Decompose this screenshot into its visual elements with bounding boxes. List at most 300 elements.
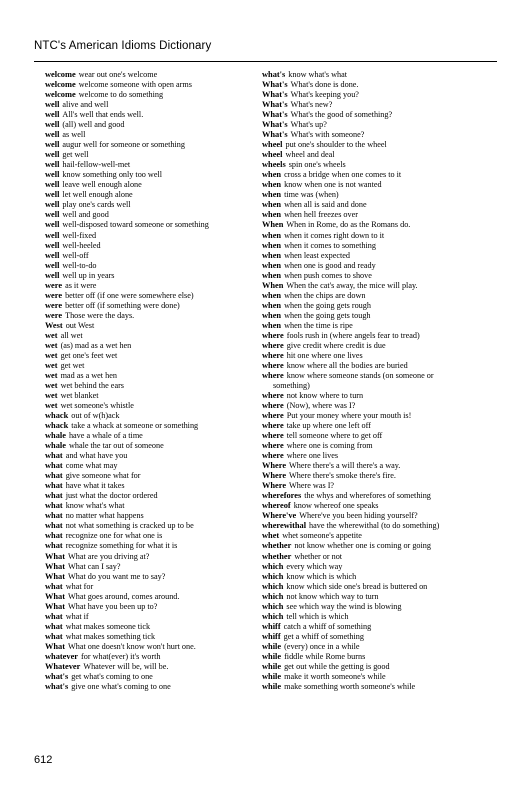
index-entry: [262, 241, 494, 251]
entry-idiom: know whereof one speaks: [293, 501, 379, 511]
index-entry: [262, 120, 494, 130]
entry-idiom: the whys and wherefores of something: [304, 491, 431, 501]
entry-idiom: When the cat's away, the mice will play.: [286, 280, 418, 290]
entry-idiom: (every) once in a while: [284, 641, 360, 651]
entry-keyword: whale: [45, 441, 66, 451]
index-entry: [262, 682, 494, 692]
entry-idiom: know what's what: [65, 501, 125, 511]
entry-keyword: what: [45, 481, 63, 491]
index-entry: [45, 311, 253, 321]
entry-keyword: wet: [45, 360, 58, 370]
entry-idiom: augur well for someone or something: [62, 140, 185, 150]
entry-idiom: when push comes to shove: [284, 270, 372, 280]
entry-keyword: well: [45, 180, 60, 190]
index-entry: [45, 572, 253, 582]
entry-idiom: take a whack at someone or something: [71, 421, 199, 431]
running-header: NTC's American Idioms Dictionary: [34, 40, 212, 52]
index-entry: [45, 180, 253, 190]
entry-keyword: what: [45, 501, 63, 511]
entry-keyword: Where've: [262, 511, 297, 521]
index-entry: [45, 261, 253, 271]
entry-keyword: when: [262, 260, 282, 270]
entry-idiom: what if: [65, 611, 89, 621]
entry-keyword: when: [262, 190, 282, 200]
entry-keyword: well: [45, 190, 60, 200]
entry-keyword: well: [45, 160, 60, 170]
index-entry: [262, 341, 494, 351]
entry-keyword: What's: [262, 130, 288, 140]
entry-idiom: not know which way to turn: [286, 591, 379, 601]
entry-keyword: What: [45, 641, 66, 651]
entry-keyword: whiff: [262, 631, 281, 641]
entry-idiom: well-heeled: [62, 240, 101, 250]
entry-keyword: where: [262, 370, 284, 380]
entry-idiom: no matter what happens: [65, 511, 144, 521]
entry-idiom: fiddle while Rome burns: [284, 651, 366, 661]
entry-keyword: What: [45, 601, 66, 611]
entry-keyword: well: [45, 250, 60, 260]
entry-idiom: something): [273, 380, 310, 390]
entry-idiom: have a whale of a time: [68, 431, 143, 441]
left-column: [45, 70, 253, 692]
entry-keyword: while: [262, 681, 282, 691]
entry-idiom: Those were the days.: [65, 310, 135, 320]
index-entry: [262, 461, 494, 471]
index-entry: [262, 231, 494, 241]
entry-keyword: whack: [45, 421, 69, 431]
entry-keyword: whack: [45, 411, 69, 421]
page-number: 612: [34, 754, 53, 766]
index-entry: [45, 431, 253, 441]
index-entry: [45, 120, 253, 130]
index-entry: [45, 682, 253, 692]
entry-idiom: leave well enough alone: [62, 180, 142, 190]
entry-keyword: well: [45, 150, 60, 160]
entry-idiom: What's up?: [290, 120, 327, 130]
index-entry: [262, 622, 494, 632]
index-entry: [45, 441, 253, 451]
index-entry: [262, 150, 494, 160]
index-entry: [45, 602, 253, 612]
entry-keyword: what: [45, 581, 63, 591]
entry-keyword: where: [262, 421, 284, 431]
right-column: [262, 70, 494, 692]
index-entry: [45, 281, 253, 291]
entry-idiom: whale the tar out of someone: [68, 441, 164, 451]
entry-idiom: make something worth someone's while: [284, 681, 416, 691]
index-entry: [262, 80, 494, 90]
index-entry: [262, 210, 494, 220]
entry-idiom: well-fixed: [62, 230, 97, 240]
entry-keyword: where: [262, 391, 284, 400]
entry-keyword: when: [262, 200, 282, 210]
entry-keyword: well: [45, 270, 60, 280]
index-entry: [262, 160, 494, 170]
index-entry: [45, 521, 253, 531]
entry-idiom: get out while the getting is good: [284, 661, 390, 671]
entry-keyword: wheels: [262, 160, 286, 170]
entry-idiom: put one's shoulder to the wheel: [285, 140, 387, 150]
entry-keyword: What: [45, 591, 66, 601]
index-entry: [45, 70, 253, 80]
entry-idiom: give credit where credit is due: [286, 340, 386, 350]
index-entry: [262, 331, 494, 341]
index-entry: [45, 251, 253, 261]
entry-idiom: fools rush in (where angels fear to tread): [286, 330, 420, 340]
index-entry: [262, 521, 494, 531]
entry-idiom: get wet: [60, 360, 85, 370]
index-entry: [262, 351, 494, 361]
entry-idiom: as well: [62, 130, 86, 140]
entry-idiom: have the wherewithal (to do something): [309, 521, 440, 531]
entry-idiom: Where've you been hiding yourself?: [299, 511, 418, 521]
entry-keyword: What's: [262, 110, 288, 120]
index-entry: [262, 431, 494, 441]
index-entry: [262, 562, 494, 572]
index-entry: [262, 391, 494, 401]
entry-keyword: wet: [45, 330, 58, 340]
entry-idiom: recognize one for what one is: [65, 531, 163, 541]
index-entry: [262, 411, 494, 421]
entry-idiom: What's keeping you?: [290, 90, 359, 100]
entry-keyword: when: [262, 320, 282, 330]
index-entry: [262, 381, 494, 391]
entry-keyword: well: [45, 110, 60, 120]
entry-keyword: what: [45, 471, 63, 481]
index-entry: [45, 381, 253, 391]
entry-idiom: all wet: [60, 330, 83, 340]
index-entry: [262, 491, 494, 501]
entry-idiom: All's well that ends well.: [62, 110, 144, 120]
entry-keyword: what: [45, 491, 63, 501]
index-entry: [45, 662, 253, 672]
entry-idiom: get one's feet wet: [60, 350, 118, 360]
entry-keyword: What: [45, 561, 66, 571]
entry-keyword: what: [45, 541, 63, 551]
entry-idiom: When in Rome, do as the Romans do.: [286, 220, 411, 230]
entry-idiom: cross a bridge when one comes to it: [284, 170, 402, 180]
entry-keyword: which: [262, 611, 284, 621]
entry-keyword: where: [262, 401, 284, 411]
index-entry: [45, 220, 253, 230]
entry-keyword: well: [45, 120, 60, 130]
entry-keyword: where: [262, 350, 284, 360]
entry-keyword: when: [262, 290, 282, 300]
index-entry: [262, 471, 494, 481]
entry-idiom: out of w(h)ack: [71, 411, 120, 421]
entry-idiom: make it worth someone's while: [284, 671, 386, 681]
entry-idiom: take up where one left off: [286, 421, 371, 431]
index-entry: [262, 271, 494, 281]
entry-idiom: not what something is cracked up to be: [65, 521, 194, 531]
index-entry: [45, 140, 253, 150]
entry-idiom: know which is which: [286, 571, 357, 581]
entry-keyword: while: [262, 661, 282, 671]
entry-idiom: better off (if something were done): [65, 300, 180, 310]
index-entry: [45, 552, 253, 562]
entry-keyword: were: [45, 280, 63, 290]
index-entry: [45, 531, 253, 541]
index-entry: [262, 220, 494, 230]
entry-idiom: know when one is not wanted: [284, 180, 382, 190]
entry-keyword: Where: [262, 481, 287, 491]
index-entry: [262, 100, 494, 110]
entry-idiom: hail-fellow-well-met: [62, 160, 131, 170]
index-entry: [262, 200, 494, 210]
header-rule: [34, 61, 497, 62]
entry-keyword: what's: [45, 681, 69, 691]
index-entry: [45, 170, 253, 180]
entry-idiom: whet someone's appetite: [282, 531, 362, 541]
index-entry: [45, 622, 253, 632]
entry-idiom: where one lives: [286, 451, 339, 461]
index-entry: [262, 592, 494, 602]
index-entry: [262, 140, 494, 150]
entry-idiom: when one is good and ready: [284, 260, 376, 270]
entry-idiom: wet behind the ears: [60, 380, 124, 390]
entry-idiom: where one is coming from: [286, 441, 373, 451]
entry-idiom: when the going gets tough: [284, 310, 371, 320]
entry-idiom: What do you want me to say?: [68, 571, 166, 581]
entry-idiom: Where there's a will there's a way.: [289, 461, 401, 471]
index-entry: [45, 150, 253, 160]
entry-idiom: what makes something tick: [65, 631, 156, 641]
entry-keyword: where: [262, 411, 284, 421]
entry-keyword: wet: [45, 350, 58, 360]
index-entry: [262, 70, 494, 80]
index-entry: [262, 170, 494, 180]
entry-idiom: know which side one's bread is buttered on: [286, 581, 428, 591]
index-entry: [45, 210, 253, 220]
index-entry: [262, 190, 494, 200]
entry-idiom: What can I say?: [68, 561, 121, 571]
index-entry: [45, 461, 253, 471]
entry-keyword: West: [45, 320, 63, 330]
index-entry: [45, 451, 253, 461]
entry-keyword: well: [45, 130, 60, 140]
index-entry: [45, 371, 253, 381]
entry-keyword: were: [45, 290, 63, 300]
entry-idiom: know what's what: [288, 70, 348, 79]
entry-keyword: while: [262, 651, 282, 661]
entry-keyword: were: [45, 310, 63, 320]
index-entry: [262, 552, 494, 562]
entry-keyword: well: [45, 210, 60, 220]
index-entry: [45, 501, 253, 511]
entry-keyword: Whatever: [45, 661, 81, 671]
entry-idiom: wheel and deal: [285, 150, 335, 160]
entry-keyword: wet: [45, 391, 58, 400]
entry-keyword: Where: [262, 471, 287, 481]
entry-idiom: What have you been up to?: [68, 601, 158, 611]
entry-keyword: whet: [262, 531, 280, 541]
entry-keyword: when: [262, 300, 282, 310]
index-entry: [45, 632, 253, 642]
entry-idiom: What's new?: [290, 100, 333, 110]
entry-idiom: mad as a wet hen: [60, 370, 117, 380]
entry-idiom: not know whether one is coming or going: [294, 541, 431, 551]
entry-idiom: tell which is which: [286, 611, 349, 621]
entry-keyword: When: [262, 280, 284, 290]
entry-keyword: what: [45, 521, 63, 531]
entry-idiom: when it comes to something: [284, 240, 376, 250]
entry-keyword: where: [262, 330, 284, 340]
entry-keyword: what: [45, 631, 63, 641]
entry-idiom: not know where to turn: [286, 391, 364, 400]
entry-keyword: what's: [45, 671, 69, 681]
entry-idiom: (all) well and good: [62, 120, 125, 130]
entry-keyword: wet: [45, 401, 58, 411]
entry-idiom: time was (when): [284, 190, 339, 200]
entry-idiom: when the going gets rough: [284, 300, 371, 310]
index-entry: [45, 160, 253, 170]
entry-keyword: What's: [262, 120, 288, 130]
entry-idiom: (as) mad as a wet hen: [60, 340, 132, 350]
index-entry: [45, 491, 253, 501]
entry-keyword: what: [45, 531, 63, 541]
entry-idiom: out West: [65, 320, 95, 330]
index-entry: [45, 612, 253, 622]
entry-keyword: what: [45, 621, 63, 631]
entry-idiom: What's the good of something?: [290, 110, 393, 120]
entry-keyword: wherefores: [262, 491, 302, 501]
entry-keyword: when: [262, 170, 282, 180]
index-entry: [262, 371, 494, 381]
entry-keyword: wet: [45, 370, 58, 380]
index-entry: [262, 672, 494, 682]
index-entry: [45, 361, 253, 371]
entry-keyword: What: [45, 551, 66, 561]
index-entry: [262, 261, 494, 271]
entry-idiom: What goes around, comes around.: [68, 591, 180, 601]
index-entry: [262, 251, 494, 261]
entry-idiom: get a whiff of something: [283, 631, 364, 641]
index-entry: [262, 652, 494, 662]
index-entry: [45, 391, 253, 401]
index-entry: [262, 662, 494, 672]
entry-idiom: when all is said and done: [284, 200, 367, 210]
entry-keyword: wet: [45, 380, 58, 390]
entry-idiom: wear out one's welcome: [78, 70, 158, 79]
entry-idiom: when the chips are down: [284, 290, 366, 300]
entry-keyword: which: [262, 591, 284, 601]
entry-idiom: Whatever will be, will be.: [83, 661, 169, 671]
entry-idiom: what makes someone tick: [65, 621, 151, 631]
index-entry: [262, 90, 494, 100]
entry-keyword: while: [262, 641, 282, 651]
entry-idiom: give someone what for: [65, 471, 141, 481]
index-entry: [45, 351, 253, 361]
entry-keyword: where: [262, 441, 284, 451]
entry-keyword: well: [45, 140, 60, 150]
entry-keyword: when: [262, 250, 282, 260]
entry-keyword: where: [262, 340, 284, 350]
entry-idiom: when least expected: [284, 250, 351, 260]
entry-keyword: whale: [45, 431, 66, 441]
entry-keyword: whiff: [262, 621, 281, 631]
index-entry: [45, 481, 253, 491]
entry-idiom: know something only too well: [62, 170, 163, 180]
entry-keyword: whereof: [262, 501, 291, 511]
entry-idiom: tell someone where to get off: [286, 431, 383, 441]
index-entry: [262, 531, 494, 541]
index-entry: [45, 200, 253, 210]
entry-idiom: welcome to do something: [78, 90, 164, 100]
entry-idiom: well-off: [62, 250, 89, 260]
entry-keyword: what: [45, 511, 63, 521]
entry-idiom: when the time is ripe: [284, 320, 353, 330]
index-entry: [262, 291, 494, 301]
entry-idiom: as it were: [65, 280, 97, 290]
entry-idiom: come what may: [65, 461, 118, 471]
entry-keyword: well: [45, 100, 60, 110]
index-entry: [45, 582, 253, 592]
entry-idiom: what for: [65, 581, 94, 591]
entry-idiom: play one's cards well: [62, 200, 131, 210]
entry-keyword: when: [262, 210, 282, 220]
entry-idiom: just what the doctor ordered: [65, 491, 158, 501]
entry-keyword: well: [45, 230, 60, 240]
index-entry: [262, 321, 494, 331]
index-entry: [262, 612, 494, 622]
index-entry: [262, 582, 494, 592]
entry-keyword: welcome: [45, 70, 76, 79]
entry-keyword: what's: [262, 70, 286, 79]
entry-idiom: when it comes right down to it: [284, 230, 385, 240]
index-entry: [262, 511, 494, 521]
entry-idiom: alive and well: [62, 100, 109, 110]
entry-keyword: whether: [262, 541, 292, 551]
index-entry: [45, 90, 253, 100]
entry-keyword: well: [45, 200, 60, 210]
index-entry: [45, 301, 253, 311]
index-entry: [45, 231, 253, 241]
entry-idiom: What's done is done.: [290, 80, 359, 90]
entry-idiom: well-disposed toward someone or something: [62, 220, 209, 230]
entry-keyword: what: [45, 451, 63, 461]
entry-idiom: well-to-do: [62, 260, 97, 270]
entry-idiom: let well enough alone: [62, 190, 133, 200]
index-entry: [262, 451, 494, 461]
index-entry: [45, 271, 253, 281]
index-entry: [45, 642, 253, 652]
index-entry: [45, 401, 253, 411]
index-entry: [45, 291, 253, 301]
entry-keyword: What's: [262, 80, 288, 90]
index-entry: [262, 441, 494, 451]
index-entry: [262, 130, 494, 140]
entry-keyword: What: [45, 571, 66, 581]
entry-keyword: wheel: [262, 150, 283, 160]
index-entry: [262, 421, 494, 431]
index-entry: [45, 241, 253, 251]
index-entry: [262, 110, 494, 120]
entry-keyword: welcome: [45, 90, 76, 100]
entry-idiom: whether or not: [294, 551, 343, 561]
entry-keyword: while: [262, 671, 282, 681]
entry-idiom: know where someone stands (on someone or: [286, 370, 434, 380]
entry-idiom: wet someone's whistle: [60, 401, 134, 411]
entry-keyword: when: [262, 310, 282, 320]
index-entry: [262, 642, 494, 652]
index-entry: [262, 361, 494, 371]
entry-keyword: well: [45, 240, 60, 250]
index-entry: [262, 572, 494, 582]
entry-keyword: what: [45, 461, 63, 471]
entry-keyword: what: [45, 611, 63, 621]
index-entry: [45, 100, 253, 110]
entry-keyword: well: [45, 170, 60, 180]
